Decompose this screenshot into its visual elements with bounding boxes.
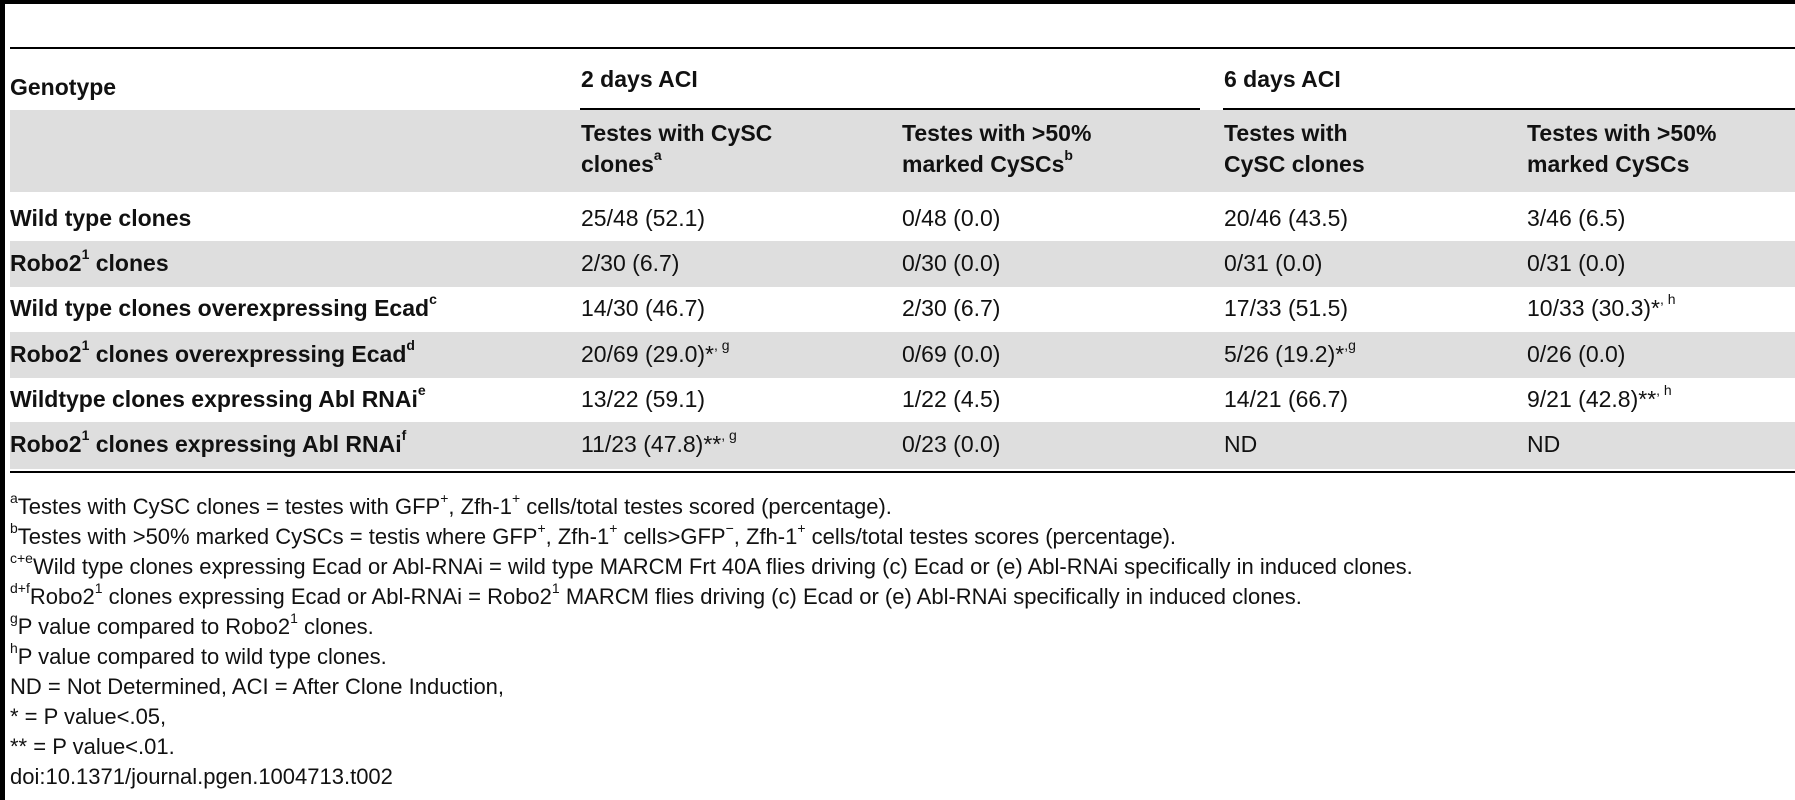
cell-6d-marked: 0/26 (0.0) [1527,341,1626,367]
cell-6d-cysc: 14/21 (66.7) [1224,386,1349,412]
cell-2d-marked: 2/30 (6.7) [902,295,1001,321]
footnote-df: $^{d+f}Robo2^1$ clones expressing Ecad or Abl-RNAi = $Robo2^1$ MARCM flies driving (c) Ecad or (e) Abl-RNAi specifically in induced clones. [10,579,1302,609]
footnote-ce: $^{c+e}$Wild type clones expressing Ecad or Abl-RNAi = wild type MARCM Frt 40A flies driving (c) Ecad or (e) Abl-RNAi specifically in induced clones. [10,549,1413,579]
cell-2d-cysc: 14/30 (46.7) [581,295,706,321]
cell-6d-cysc: 0/31 (0.0) [1224,250,1323,276]
footnote-star2: ** = P value<.01. [10,734,175,759]
header-2-days-aci: 2 days ACI [581,66,698,92]
footnote-star1: * = P value<.05, [10,704,167,729]
footnote-g: $^g$P value compared to $Robo2^1$ clones. [10,609,374,639]
cell-2d-marked: 0/48 (0.0) [902,205,1001,231]
cell-2d-cysc: 20/69 (29.0)*$^{, g}$ [581,337,730,367]
left-border [0,0,5,800]
subheader-col2: Testes with >50% marked CySCs$^b$ [902,120,1092,177]
cell-2d-marked: 0/23 (0.0) [902,431,1001,457]
subheader-col3: Testes with CySC clones [1224,120,1365,177]
subheader-col1: Testes with CySC clones$^a$ [581,120,773,177]
doi-line: doi:10.1371/journal.pgen.1004713.t002 [10,764,393,789]
genotype-header: Genotype [10,74,117,100]
cell-6d-marked: 10/33 (30.3)*$^{, h}$ [1527,291,1676,321]
cell-6d-marked: 3/46 (6.5) [1527,205,1626,231]
row-genotype: Wildtype clones expressing Abl RNAi$^e$ [10,382,426,412]
cell-6d-cysc: ND [1224,431,1258,457]
footnote-b: $^b$Testes with >50% marked CySCs = testis where GFP+, Zfh-1+ cells>GFP−, Zfh-1+ cells/total testes scores (percentage). [10,519,1177,549]
cell-2d-cysc: 2/30 (6.7) [581,250,680,276]
cell-6d-cysc: 20/46 (43.5) [1224,205,1349,231]
row-genotype: $Robo2^1$ clones expressing Abl RNAi$^f$ [10,427,407,457]
row-genotype: $Robo2^1$ clones [10,246,169,276]
top-border [0,0,1795,4]
row-genotype: $Robo2^1$ clones overexpressing Ecad$^d$ [10,337,415,367]
cell-2d-cysc: 11/23 (47.8)**$^{, g}$ [581,427,737,457]
table-bottom-rule [10,471,1795,473]
cell-2d-marked: 1/22 (4.5) [902,386,1001,412]
cell-2d-marked: 0/30 (0.0) [902,250,1001,276]
cell-6d-cysc: 17/33 (51.5) [1224,295,1349,321]
row-genotype: Wild type clones [10,205,192,231]
cell-6d-marked: 0/31 (0.0) [1527,250,1626,276]
row-genotype: Wild type clones overexpressing Ecad$^c$ [10,291,437,321]
cell-2d-cysc: 25/48 (52.1) [581,205,706,231]
cell-6d-marked: 9/21 (42.8)**$^{, h}$ [1527,382,1672,412]
footnote-a: $^a$Testes with CySC clones = testes with GFP+, Zfh-1+ cells/total testes scored (percentage). [10,489,892,519]
footnote-nd: ND = Not Determined, ACI = After Clone Induction, [10,674,505,699]
cell-6d-cysc: 5/26 (19.2)*$^{,g}$ [1224,337,1356,367]
header-6-days-aci: 6 days ACI [1224,66,1341,92]
cell-2d-marked: 0/69 (0.0) [902,341,1001,367]
footnote-h: $^h$P value compared to wild type clones. [10,639,387,669]
cell-6d-marked: ND [1527,431,1561,457]
subheader-col4: Testes with >50% marked CySCs [1527,120,1717,177]
cell-2d-cysc: 13/22 (59.1) [581,386,706,412]
table-top-rule [10,47,1795,49]
